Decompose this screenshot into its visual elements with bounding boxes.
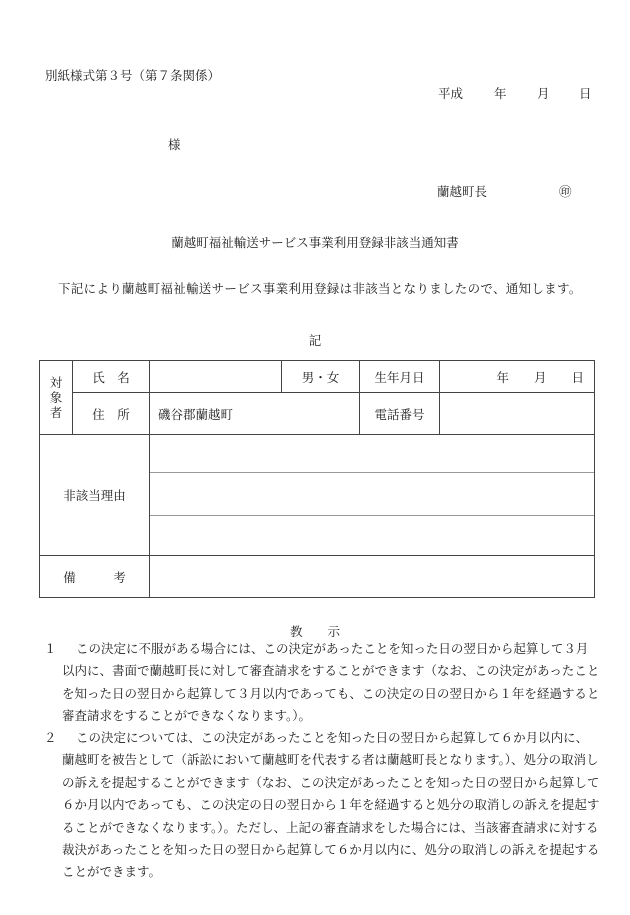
addressee-suffix: 様	[168, 137, 181, 152]
reason-lines	[150, 435, 594, 555]
remarks-field[interactable]	[150, 556, 595, 598]
table-row	[40, 556, 595, 598]
address-field[interactable]: 磯谷郡蘭越町	[150, 393, 360, 435]
reason-label: 非該当理由	[40, 435, 150, 556]
instruction-item-2	[44, 727, 600, 884]
remarks-label: 備 考	[40, 556, 150, 598]
subject-label-text: 対象者	[49, 375, 63, 420]
date-line	[438, 84, 592, 102]
reason-line	[150, 472, 594, 473]
table-row	[40, 361, 595, 393]
form-number: 別紙様式第３号（第７条関係）	[45, 68, 221, 83]
instruction-item-1	[44, 638, 600, 728]
sex-selector[interactable]: 男・女	[282, 361, 360, 393]
instruction-number: ２	[44, 730, 57, 745]
name-label: 氏 名	[73, 361, 150, 393]
date-day: 日	[579, 86, 592, 101]
subject-label	[40, 361, 73, 435]
table-row	[40, 435, 595, 556]
phone-label: 電話番号	[360, 393, 440, 435]
date-year: 年	[494, 86, 507, 101]
table-row	[40, 393, 595, 435]
phone-field[interactable]	[440, 393, 595, 435]
dob-label: 生年月日	[360, 361, 440, 393]
instruction-text: この決定については、この決定があったことを知った日の翌日から起算して６か月以内に、蘭越町を被告として（訴訟において蘭越町を代表する者は蘭越町長となります。）、処分の取消しの訴えを提起することができます（なお、この決定があったことを知った日の翌日から起算して６か月以内であっても、この決定の日の翌日から１年を経過すると処分の取消しの訴えを提起することができなくなります。）。ただし、上記の審査請求をした場合には、当該審査請求に対する裁決があったことを知った日の翌日から起算して６か月以内に、処分の取消しの訴えを提起することができます。	[62, 730, 600, 880]
instruction-text: この決定に不服がある場合には、この決定があったことを知った日の翌日から起算して３月以内に、書面で蘭越町長に対して審査請求をすることができます（なお、この決定があったことを知った日の翌日から起算して３月以内であっても、この決定の日の翌日から１年を経過すると審査請求をすることができなくなります。）。	[62, 641, 600, 724]
date-month: 月	[537, 86, 550, 101]
address-label: 住 所	[73, 393, 150, 435]
instructions-heading: 教 示	[289, 624, 340, 639]
registration-table	[39, 360, 595, 598]
ki-heading: 記	[308, 333, 322, 348]
document-title: 蘭越町福祉輸送サービス事業利用登録非該当通知書	[171, 235, 459, 250]
reason-field[interactable]	[150, 435, 595, 556]
name-field[interactable]	[150, 361, 282, 393]
dob-field[interactable]: 年 月 日	[440, 361, 595, 393]
reason-line	[150, 515, 594, 516]
seal-mark: ㊞	[559, 184, 572, 199]
sender-name: 蘭越町長	[437, 184, 488, 199]
instruction-number: １	[44, 641, 57, 656]
date-era: 平成	[438, 86, 464, 101]
body-text: 下記により蘭越町福祉輸送サービス事業利用登録は非該当となりましたので、通知します。	[58, 281, 582, 296]
